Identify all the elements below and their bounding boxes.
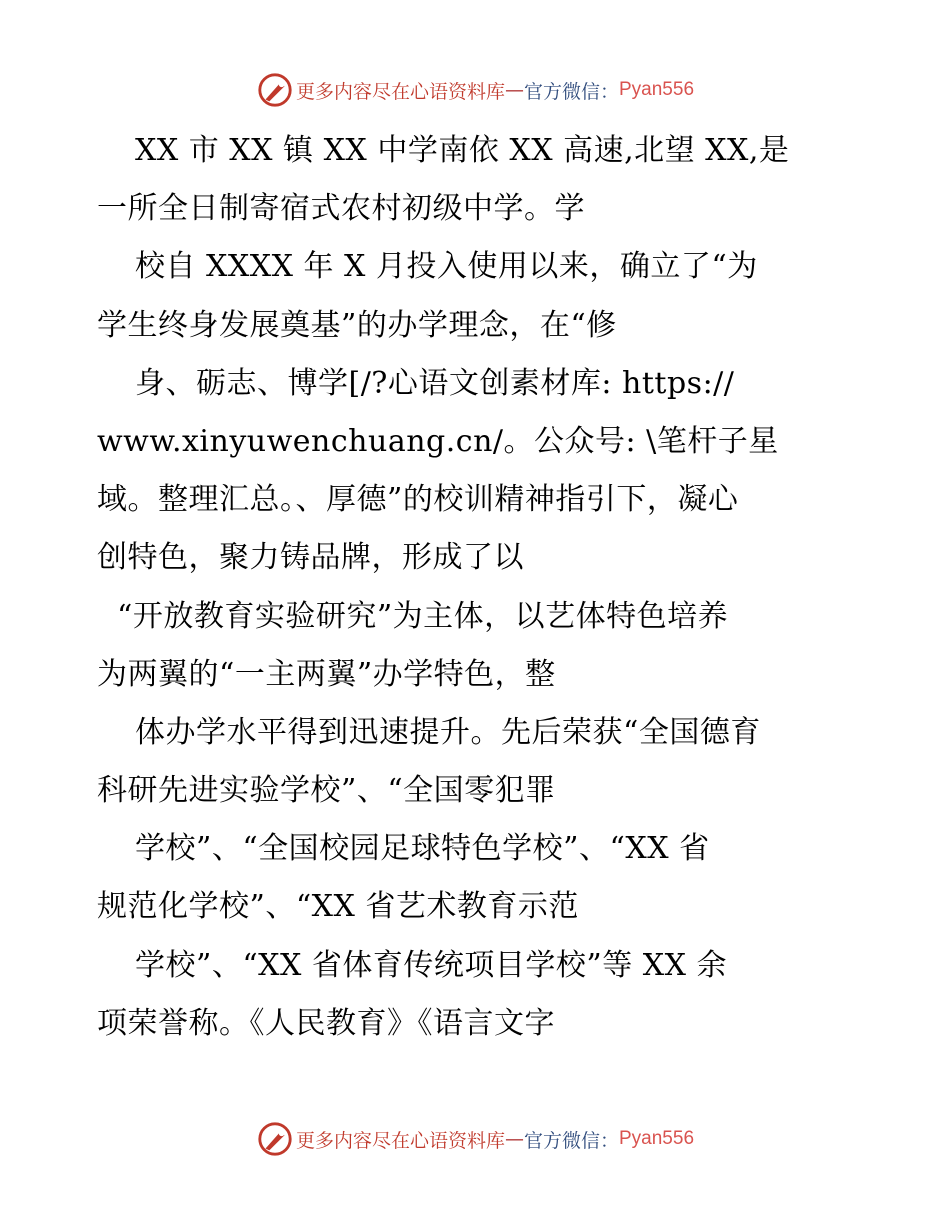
paragraph-line: 规范化学校”、“XX 省艺术教育示范 <box>97 889 579 925</box>
document-body <box>97 122 857 1053</box>
banner-separator: — <box>504 1128 524 1150</box>
paragraph-line: 科研先进实验学校”、“全国零犯罪 <box>97 773 556 809</box>
banner-contact-label: 官方微信： <box>523 80 619 103</box>
paragraph-line: 体办学水平得到迅速提升。先后荣获“全国德育 <box>135 714 761 750</box>
paragraph-line: XX 市 XX 镇 XX 中学南依 XX 高速,北望 XX,是 <box>135 133 790 168</box>
paragraph-line: 域。整理汇总。、厚德”的校训精神指引下，凝心 <box>97 482 739 518</box>
paragraph-line: 学校”、“全国校园足球特色学校”、“XX 省 <box>135 831 710 867</box>
paragraph-line: 学生终身发展奠基”的办学理念，在“修 <box>97 307 617 343</box>
banner-contact-label: 官方微信： <box>523 1129 619 1152</box>
banner-separator: — <box>504 79 524 101</box>
pen-nib-logo-icon <box>256 1120 294 1158</box>
paragraph-line: www.xinyuwenchuang.cn/。公众号: \笔杆子星 <box>97 423 779 459</box>
banner-site-text: 更多内容尽在心语资料库 <box>295 80 505 103</box>
paragraph-line: 身、砺志、博学[/?心语文创素材库: https:// <box>135 365 735 401</box>
banner-contact-id: Pyan556 <box>619 1128 695 1149</box>
paragraph-line: 一所全日制寄宿式农村初级中学。学 <box>97 191 585 227</box>
paragraph-line: 学校”、“XX 省体育传统项目学校”等 XX 余 <box>135 947 728 983</box>
paragraph-line: “开放教育实验研究”为主体，以艺体特色培养 <box>117 598 729 634</box>
banner-contact-id: Pyan556 <box>619 79 695 100</box>
footer-banner <box>0 1119 950 1159</box>
banner-site-text: 更多内容尽在心语资料库 <box>295 1129 505 1152</box>
paragraph-line: 项荣誉称。《人民教育》《语言文字 <box>97 1005 555 1041</box>
paragraph-line: 为两翼的“一主两翼”办学特色，整 <box>97 656 556 692</box>
paragraph-line: 校自 XXXX 年 X 月投入使用以来，确立了“为 <box>135 249 758 285</box>
paragraph-line: 创特色，聚力铸品牌，形成了以 <box>97 540 524 576</box>
pen-nib-logo-icon <box>256 71 294 109</box>
header-banner <box>0 70 950 110</box>
